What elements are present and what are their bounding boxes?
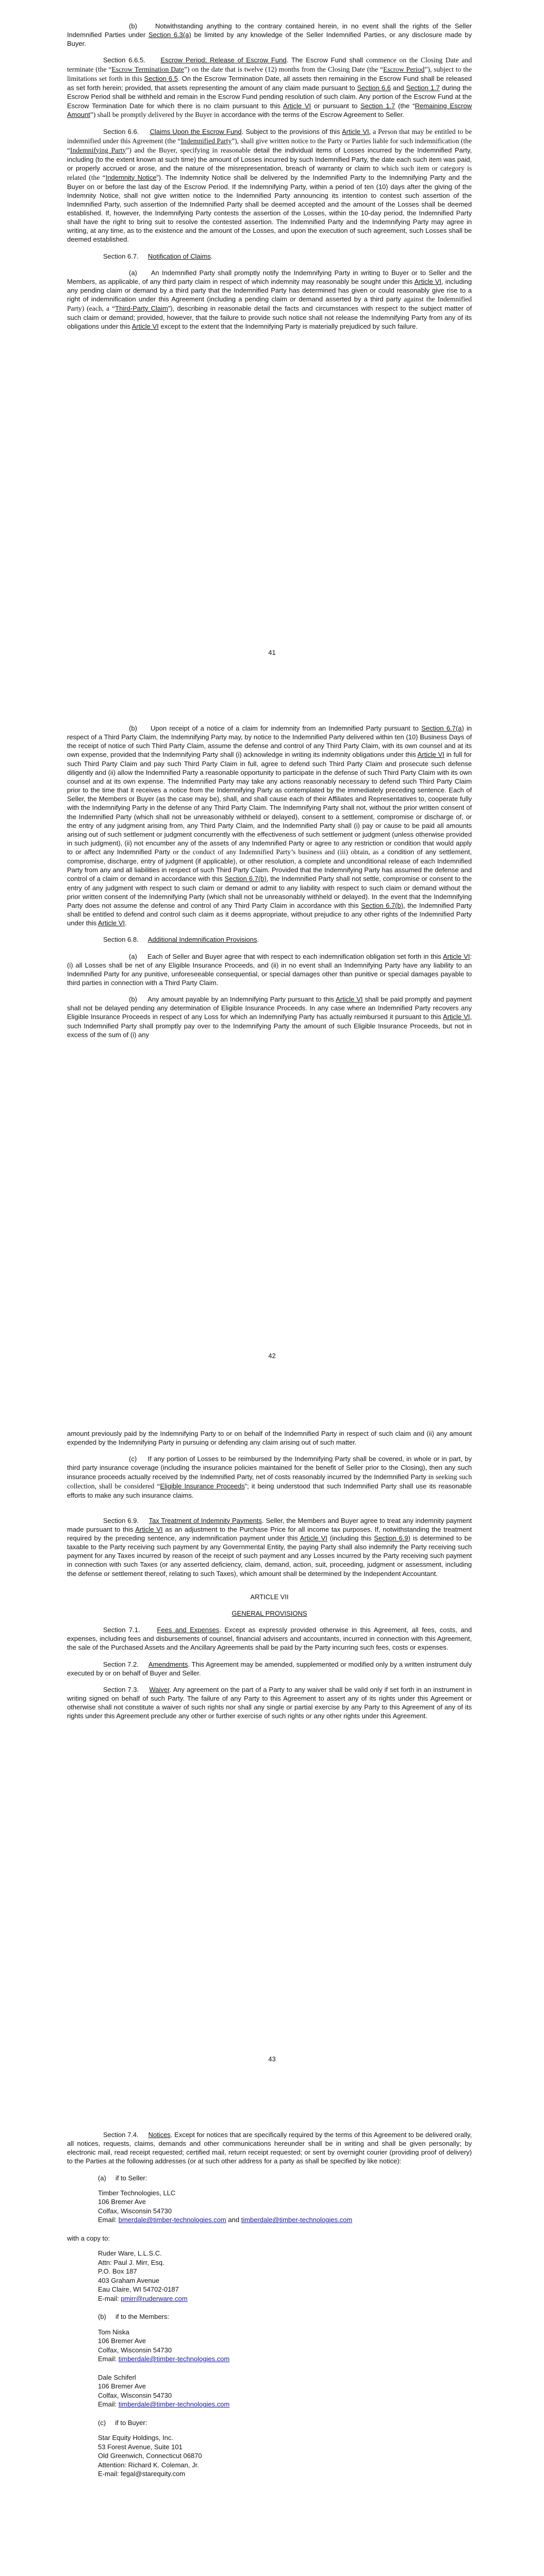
section-6-7-b-paragraph: (b) Upon receipt of a notice of a claim for indemnity from an Indemnified Party pursuant to Section 6.7(a) in respect of a Third Party Claim, the Indemnifying Party may, by notice to the Indemnified Party delivered within ten (10) Business Days of the receipt of notice of such Third Party Claim, assume the defense and control of any Third Party Claim, with its own counsel and at its own expense, provided that the Indemnifying Party shall (i) acknowledge in writing its indemnity obligations under this Article VI in full for such Third Party Claim and pay such Third Party Claim in full, agree to defend such Third Party Claim and prosecute such defense diligently and (ii) allow the Indemnified Party a reasonable opportunity to participate in the defense of such Third Party Claim with its own counsel and at its own expense. The Indemnified Party may take any actions reasonably necessary to defend such Third Party Claim prior to the time that it receives a notice from the Indemnifying Party as contemplated by the immediately preceding sentence. Each of Seller, the Members or Buyer (as the case may be), shall, and shall cause each of their Affiliates and Representatives to, cooperate fully with the Indemnifying Party in the defense of any Third Party Claim. The Indemnifying Party shall not, without the prior written consent of the Indemnified Party (which shall not be unreasonably withheld or delayed), consent to a settlement, compromise or discharge of, or the entry of any judgment arising from, any Third Party Claim, and the Indemnified Party shall (i) pay or cause to be paid all amounts arising out of such settlement or judgment concurrently with the effectiveness of such settlement or judgment (unless otherwise provided in such judgment), (ii) not encumber any of the assets of any Indemnified Party or agree to any restriction or condition that would apply to or affect any Indemnified Party or the conduct of any Indemnified Party’s business and (iii) obtain, as a condition of any settlement, compromise, discharge, entry of judgment (if applicable), or other resolution, a complete and unconditional release of each Indemnified Party from any and all liabilities in respect of such Third Party Claim. Provided that the Indemnifying Party has assumed the defense and control of a claim or demand in accordance with this Section 6.7(b), the Indemnified Party shall not settle, compromise or consent to the entry of any judgment with respect to such claim or demand or admit to any liability with respect to such claim or demand without the prior written consent of the Indemnifying Party (which shall not be unreasonably withheld or delayed). In the event that the Indemnifying Party does not assume the defense and control of any Third Party Claim in accordance with this Section 6.7(b), the Indemnified Party shall be entitled to defend and control such claim as it deems appropriate, without prejudice to any other rights of the Indemnified Party under this Article VI. bbox=[67, 724, 472, 927]
section-7-3-paragraph: Section 7.3. Waiver. Any agreement on the part of a Party to any waiver shall be valid only if set forth in an instrument in writing signed on behalf of such Party. The failure of any Party to this Agreement to assert any of its rights under this Agreement or otherwise shall not constitute a waiver of such rights nor shall any single or partial exercise by any Party to this Agreement of any of its rights under this Agreement preclude any other or further exercise of such rights or any other rights under this Agreement. bbox=[67, 1685, 472, 1720]
document-page-43 bbox=[0, 1406, 544, 2110]
section-6-7-a-paragraph: (a) An Indemnified Party shall promptly notify the Indemnifying Party in writing to Buyer or to Seller and the Members, as applicable, of any third party claim in respect of which indemnity may reasonably be sought under this Article VI, including any pending claim or demand by a third party that the Indemnified Party has determined has given or could reasonably give rise to a right of indemnification under this Agreement (including a pending claim or demand asserted by a third party against the Indemnified Party) (each, a “Third-Party Claim”), describing in reasonable detail the facts and circumstances with respect to the subject matter of such claim or demand; provided, however, that the failure to provide such notice shall not release the Indemnifying Party from any of its obligations under this Article VI except to the extent that the Indemnifying Party is materially prejudiced by such failure. bbox=[67, 268, 472, 331]
member-2-address: Dale Schiferl 106 Bremer Ave Colfax, Wisconsin 54730 Email: timberdale@timber-technologies.com bbox=[98, 2373, 230, 2409]
section-number: Section 6.6. bbox=[103, 127, 139, 135]
section-number: Section 7.1. bbox=[103, 1626, 140, 1634]
item-number: (a) bbox=[129, 268, 137, 277]
cross-reference: Article VI bbox=[341, 127, 369, 135]
section-6-5-paragraph: Section 6.6.5. Escrow Period; Release of Escrow Fund. The Escrow Fund shall commence on the Closing Date and terminate (the “Escrow Termination Date”) on the date that is twelve (12) months from the Closing Date (the “Escrow Period”), subject to the limitations set forth in this Section 6.5. On the Escrow Termination Date, all assets then remaining in the Escrow Fund shall be released as set forth herein; provided, that assets representing the amount of any claim made pursuant to Section 6.6 and Section 1.7 during the Escrow Period shall be withheld and remain in the Escrow Fund pending resolution of such claim. Any portion of the Escrow Fund at the Escrow Termination Date for which there is no claim pursuant to this Article VI or pursuant to Section 1.7 (the “Remaining Escrow Amount”) shall be promptly delivered by the Buyer in accordance with the terms of the Escrow Agreement to Seller. bbox=[67, 56, 472, 118]
section-heading: Notices bbox=[148, 2131, 171, 2139]
page-number: 41 bbox=[268, 649, 276, 656]
section-number: Section 7.4. bbox=[103, 2131, 139, 2139]
copy-to-label: with a copy to: bbox=[67, 2234, 110, 2242]
buyer-label: (c) if to Buyer: bbox=[98, 2418, 147, 2427]
section-6-7-heading: Section 6.7. Notification of Claims. bbox=[103, 252, 213, 260]
section-number: Section 6.6.5. bbox=[103, 56, 145, 64]
defined-term: Remaining Escrow Amount bbox=[67, 101, 472, 118]
section-7-4-paragraph: Section 7.4. Notices. Except for notices that are specifically required by the terms of this Agreement to be delivered orally, all notices, requests, claims, demands and other communications hereunder shall be in writing and shall be given personally; by electronic mail, read receipt requested; certified mail, return receipt requested; or sent by overnight courier (providing proof of delivery) to the Parties at the following addresses (or at such other address for a party as shall be specified by like notice): bbox=[67, 2131, 472, 2165]
item-number: (b) bbox=[129, 724, 137, 732]
buyer-address: Star Equity Holdings, Inc. 53 Forest Avenue, Suite 101 Old Greenwich, Connecticut 06870 Attention: Richard K. Coleman, Jr. E-mail: fegal@starequity.com bbox=[98, 2434, 202, 2478]
cross-reference: Article VI bbox=[414, 277, 442, 285]
section-heading: Waiver bbox=[149, 1685, 170, 1693]
section-number: Section 6.9. bbox=[103, 1516, 139, 1524]
section-heading: Escrow Period; Release of Escrow Fund bbox=[160, 56, 287, 64]
document-page-44 bbox=[0, 2110, 544, 2576]
section-number: Section 7.2. bbox=[103, 1660, 139, 1668]
section-7-2-paragraph: Section 7.2. Amendments. This Agreement may be amended, supplemented or modified only by a written instrument duly executed by or on behalf of Buyer and Seller. bbox=[67, 1660, 472, 1677]
section-6-8-a-paragraph: (a) Each of Seller and Buyer agree that with respect to each indemnification obligation set forth in this Article VI: (i) all Losses shall be net of any Eligible Insurance Proceeds, and (ii) in no event shall an Indemnifying Party have any liability to an Indemnified Party for any punitive, unforeseeable consequential, or special damages other than punitive or special damages payable to third parties in connection with a Third Party Claim. bbox=[67, 952, 472, 987]
defined-term: Indemnified Party bbox=[180, 137, 232, 145]
member-2-email-link[interactable]: timberdale@timber-technologies.com bbox=[118, 2400, 230, 2409]
copy-address: Ruder Ware, L.L.S.C. Attn: Paul J. Mirr, Esq. P.O. Box 187 403 Graham Avenue Eau Claire, WI 54702-0187 E-mail: pmirr@ruderware.com bbox=[98, 2249, 188, 2302]
seller-label: (a) if to Seller: bbox=[98, 2174, 147, 2182]
page-content bbox=[67, 2130, 472, 2488]
cross-reference: Article VI bbox=[135, 1525, 163, 1533]
continued-paragraph: amount previously paid by the Indemnifying Party to or on behalf of the Indemnified Party in respect of such claim and (ii) any amount expended by the Indemnifying Party in pursuing or defending any claim arising out of such matter. bbox=[67, 1430, 472, 1447]
cross-reference: Section 1.7 bbox=[360, 101, 395, 110]
article-title: GENERAL PROVISIONS bbox=[232, 1609, 307, 1617]
cross-reference: Article VI bbox=[442, 952, 470, 960]
defined-term: Eligible Insurance Proceeds bbox=[160, 1482, 245, 1490]
cross-reference: Section 6.6 bbox=[357, 84, 391, 92]
members-label: (b) if to the Members: bbox=[98, 2313, 169, 2321]
section-heading: Tax Treatment of Indemnity Payments bbox=[149, 1516, 262, 1524]
article-heading: ARTICLE VII bbox=[250, 1592, 289, 1601]
cross-reference: Section 1.7 bbox=[406, 84, 440, 92]
member-1-address: Tom Niska 106 Bremer Ave Colfax, Wisconsin 54730 Email: timberdale@timber-technologies.com bbox=[98, 2328, 230, 2363]
member-1-email-link[interactable]: timberdale@timber-technologies.com bbox=[118, 2355, 230, 2363]
section-7-1-paragraph: Section 7.1. Fees and Expenses. Except as expressly provided otherwise in this Agreement, all fees, costs, and expenses, including fees and disbursements of counsel, financial advisers and accountants, incurred in connection with this Agreement, the sale of the Purchased Assets and the Ancillary Agreements shall be paid by the Party incurring such fees, costs or expenses. bbox=[67, 1626, 472, 1652]
defined-term: Third-Party Claim bbox=[115, 304, 168, 313]
cross-reference: Article VI bbox=[131, 323, 159, 331]
page-content bbox=[67, 22, 472, 338]
section-6-8-b-paragraph: (b) Any amount payable by an Indemnifying Party pursuant to this Article VI shall be paid promptly and payment shall not be delayed pending any determination of Eligible Insurance Proceeds. In any case where an Indemnified Party recovers any Eligible Insurance Proceeds in respect of any Loss for which an Indemnifying Party has actually reimbursed it pursuant to this Article VI, such Indemnified Party shall promptly pay over to the Indemnifying Party the amount of such Eligible Insurance Proceeds, but not in excess of the sum of (i) any bbox=[67, 995, 472, 1039]
cross-reference: Section 6.7(b) bbox=[224, 875, 267, 883]
defined-term: Indemnity Notice bbox=[105, 173, 157, 181]
section-heading: Claims Upon the Escrow Fund bbox=[150, 127, 242, 135]
cross-reference: Article VI bbox=[336, 995, 363, 1004]
section-6-9-paragraph: Section 6.9. Tax Treatment of Indemnity Payments. Seller, the Members and Buyer agree to treat any indemnity payment made pursuant to this Article VI as an adjustment to the Purchase Price for all income tax purposes. If, notwithstanding the treatment required by the preceding sentence, any indemnification payment under this Article VI (including this Section 6.9) is determined to be taxable to the Party receiving such payment by any Governmental Entity, the paying Party shall also indemnify the Party receiving such payment for any Taxes incurred by reason of the receipt of such payment and any Losses incurred by the Party receiving such payment in connection with such Taxes (or any asserted deficiency, claim, demand, action, suit, proceeding, judgment or assessment, including the defense or settlement thereof, relating to such Taxes), which amount shall be determined by the Independent Accountant. bbox=[67, 1516, 472, 1578]
item-number: (b) bbox=[129, 995, 137, 1004]
item-number: (a) bbox=[129, 952, 137, 960]
section-heading: Fees and Expenses bbox=[157, 1626, 220, 1634]
copy-email-link[interactable]: pmirr@ruderware.com bbox=[121, 2294, 188, 2302]
cross-reference: Section 6.9 bbox=[374, 1534, 408, 1542]
section-number: Section 6.7. bbox=[103, 252, 139, 260]
cross-reference: Article VI bbox=[98, 919, 125, 927]
cross-reference: Article VI bbox=[300, 1534, 327, 1542]
section-number: Section 7.3. bbox=[103, 1685, 139, 1693]
page-content bbox=[67, 724, 472, 1047]
cross-reference: Section 6.5 bbox=[144, 75, 178, 83]
page-content bbox=[67, 1429, 472, 1728]
section-heading: Notification of Claims bbox=[147, 252, 211, 260]
section-heading: Additional Indemnification Provisions bbox=[147, 936, 257, 944]
defined-term: Indemnifying Party bbox=[70, 146, 126, 154]
section-heading: Amendments bbox=[148, 1660, 188, 1668]
item-number: (c) bbox=[129, 1455, 137, 1463]
cross-reference: Section 6.3(a) bbox=[148, 31, 191, 39]
document-page-41 bbox=[0, 0, 544, 703]
cross-reference: Section 6.7(b) bbox=[361, 901, 404, 909]
defined-term: Escrow Period bbox=[383, 65, 425, 74]
page-number: 42 bbox=[268, 1352, 276, 1360]
cross-reference: Article VI bbox=[283, 101, 311, 110]
page-number: 43 bbox=[268, 2055, 276, 2063]
document-page-42 bbox=[0, 703, 544, 1406]
section-6-6-paragraph: Section 6.6. Claims Upon the Escrow Fund. Subject to the provisions of this Article VI, a Person that may be entitled to be indemnified under this Agreement (the “Indemnified Party”), shall give written notice to the Party or Parties liable for such indemnification (the “Indemnifying Party”) and the Buyer, specifying in reasonable detail the individual items of Losses incurred by the Indemnified Party, including (to the extent known at such time) the amount of Losses incurred by such Indemnified Party, the date each such item was paid, or properly accrued or arose, and the nature of the misrepresentation, breach of warranty or claim to which such item or category is related (the “Indemnity Notice”). The Indemnity Notice shall be delivered by the Indemnified Party to the Indemnifying Party and the Buyer on or before the last day of the Escrow Period. If the Indemnifying Party, within a period of ten (10) days after the giving of the Indemnity Notice, shall not give written notice to the Indemnified Party announcing its intention to contest such assertion of the Indemnified Party, such assertion of the Indemnified Party shall be deemed accepted and the amount of the Losses shall be deemed established. If, however, the Indemnifying Party contests the assertion of the Losses, within the 10-day period, the Indemnified Party shall have the right to bring suit to resolve the contested assertion. The Indemnified Party and the Indemnifying Party may agree in writing, at any time, as to the existence and the amount of the Losses, and upon the execution of such agreement, such Losses shall be deemed established. bbox=[67, 127, 472, 244]
paragraph-6-5-b: (b) Notwithstanding anything to the contrary contained herein, in no event shall the rights of the Seller Indemnified Parties under Section 6.3(a) be limited by any knowledge of the Seller Indemnified Parties, or any disclosure made by Buyer. bbox=[67, 22, 472, 48]
cross-reference: Article VI bbox=[417, 751, 444, 759]
section-6-8-c-paragraph: (c) If any portion of Losses to be reimbursed by the Indemnifying Party shall be covered, in whole or in part, by third party insurance coverage (including the insurance policies maintained for the benefit of Seller prior to the Closing), then any such insurance proceeds actually received by the Indemnified Party, net of costs reasonably incurred by the Indemnified Party in seeking such collection, shall be considered “Eligible Insurance Proceeds”; it being understood that such Indemnified Party shall use its reasonable efforts to make any such insurance claims. bbox=[67, 1455, 472, 1499]
seller-address: Timber Technologies, LLC 106 Bremer Ave Colfax, Wisconsin 54730 Email: bmerdale@timber-technologies.com and timberdale@timber-technologies.com bbox=[98, 2189, 353, 2224]
section-6-8-heading: Section 6.8. Additional Indemnification Provisions. bbox=[103, 936, 259, 944]
seller-email-link[interactable]: bmerdale@timber-technologies.com bbox=[118, 2216, 226, 2224]
defined-term: Escrow Termination Date bbox=[111, 65, 184, 74]
section-number: Section 6.8. bbox=[103, 936, 139, 944]
item-number: (b) bbox=[129, 22, 137, 30]
seller-email-link-2[interactable]: timberdale@timber-technologies.com bbox=[241, 2216, 353, 2224]
cross-reference: Article VI bbox=[443, 1013, 470, 1021]
cross-reference: Section 6.7(a) bbox=[421, 724, 464, 732]
